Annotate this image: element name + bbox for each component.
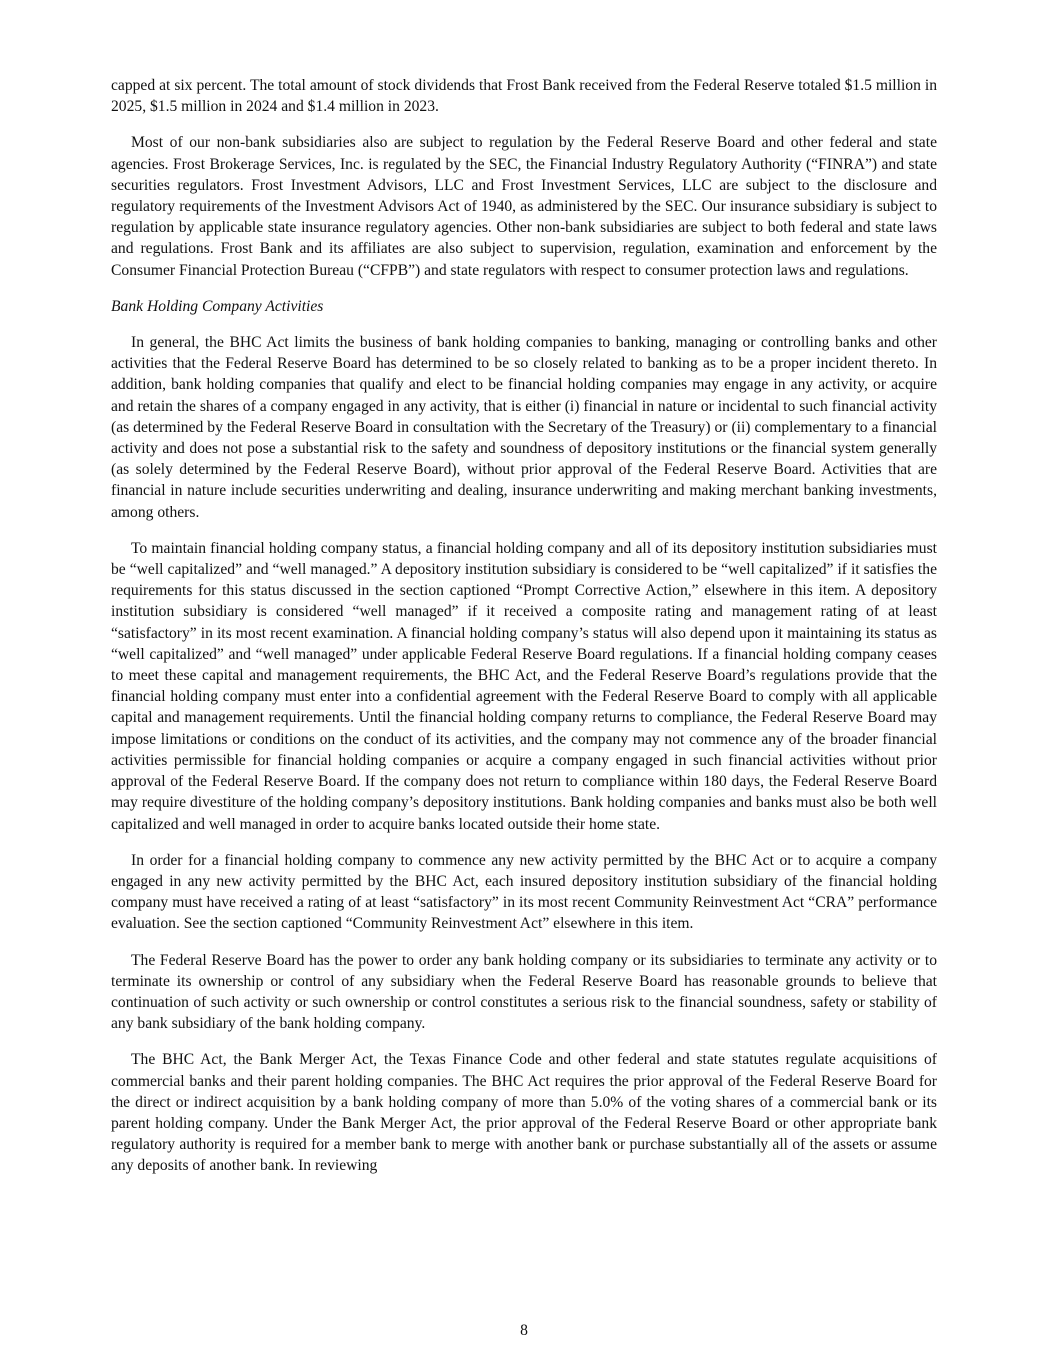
paragraph-non-bank-subsidiaries: Most of our non-bank subsidiaries also are subject to regulation by the Federal Reserve Board and other federal and state agencies. Frost Brokerage Services, Inc. is regulated by the SEC, the Financial Industry Regulatory Authority (“FINRA”) and state securities regulators. Frost Investment Advisors, LLC and Frost Investment Services, LLC are subject to the disclosure and regulatory requirements of the Investment Advisors Act of 1940, as administered by the SEC. Our insurance subsidiary is subject to regulation by applicable state insurance regulatory agencies. Other non-bank subsidiaries are subject to both federal and state laws and regulations. Frost Bank and its affiliates are also subject to supervision, regulation, examination and enforcement by the Consumer Financial Protection Bureau (“CFPB”) and state regulators with respect to consumer protection laws and regulations. [111, 134, 937, 279]
section-heading-bank-holding-company-activities: Bank Holding Company Activities [111, 297, 324, 315]
paragraph-acquisitions-regulation: The BHC Act, the Bank Merger Act, the Texas Finance Code and other federal and state statutes regulate acquisitions of commercial banks and their parent holding companies. The BHC Act requires the prior approval of the Federal Reserve Board for the direct or indirect acquisition by a bank holding company of more than 5.0% of the voting shares of a commercial bank or its parent holding company. Under the Bank Merger Act, the prior approval of the Federal Reserve Board or other appropriate bank regulatory authority is required for a member bank to merge with another bank or purchase substantially all of the assets or assume any deposits of another bank. In reviewing [111, 1051, 937, 1175]
paragraph-continuation: capped at six percent. The total amount of stock dividends that Frost Bank received from the Federal Reserve totaled $1.5 million in 2025, $1.5 million in 2024 and $1.4 million in 2023. [111, 77, 937, 116]
paragraph-bhc-act-limits: In general, the BHC Act limits the business of bank holding companies to banking, managing or controlling banks and other activities that the Federal Reserve Board has determined to be so closely related to banking as to be a proper incident thereto. In addition, bank holding companies that qualify and elect to be financial holding companies may engage in any activity, or acquire and retain the shares of a company engaged in any activity, that is either (i) financial in nature or incidental to such financial activity (as determined by the Federal Reserve Board in consultation with the Secretary of the Treasury) or (ii) complementary to a financial activity and does not pose a substantial risk to the safety and soundness of depository institutions or the financial system generally (as solely determined by the Federal Reserve Board), without prior approval of the Federal Reserve Board. Activities that are financial in nature include securities underwriting and dealing, insurance underwriting and making merchant banking investments, among others. [111, 334, 937, 521]
paragraph-new-activity-cra: In order for a financial holding company to commence any new activity permitted by the BHC Act or to acquire a company engaged in any new activity permitted by the BHC Act, each insured depository institution subsidiary of the financial holding company must have received a rating of at least “satisfactory” in its most recent Community Reinvestment Act “CRA” performance evaluation. See the section captioned “Community Reinvestment Act” elsewhere in this item. [111, 851, 937, 933]
paragraph-financial-holding-status: To maintain financial holding company status, a financial holding company and all of its depository institution subsidiaries must be “well capitalized” and “well managed.” A depository institution subsidiary is considered to be “well capitalized” if it satisfies the requirements for this status discussed in the section captioned “Prompt Corrective Action,” elsewhere in this item. A depository institution subsidiary is considered “well managed” if it received a composite rating and management rating of at least “satisfactory” in its most recent examination. A financial holding company’s status will also depend upon it maintaining its status as “well capitalized” and “well managed” under applicable Federal Reserve Board regulations. If a financial holding company ceases to meet these capital and management requirements, the BHC Act, and the Federal Reserve Board’s regulations provide that the financial holding company must enter into a confidential agreement with the Federal Reserve Board to comply with all applicable capital and management requirements. Until the financial holding company returns to compliance, the Federal Reserve Board may impose limitations or conditions on the conduct of its activities, and the company may not commence any of the broader financial activities permissible for financial holding companies or acquire a company engaged in such financial activities without prior approval of the Federal Reserve Board. If the company does not return to compliance within 180 days, the Federal Reserve Board may require divestiture of the holding company’s depository institutions. Bank holding companies and banks must also be both well capitalized and well managed in order to acquire banks located outside their home state. [111, 539, 937, 833]
document-page [111, 75, 937, 1192]
paragraph-federal-reserve-power: The Federal Reserve Board has the power to order any bank holding company or its subsidiaries to terminate any activity or to terminate its ownership or control of any subsidiary when the Federal Reserve Board has reasonable grounds to believe that continuation of such activity or such ownership or control constitutes a serious risk to the financial soundness, safety or stability of any bank subsidiary of the bank holding company. [111, 951, 937, 1033]
page-number: 8 [520, 1322, 528, 1339]
